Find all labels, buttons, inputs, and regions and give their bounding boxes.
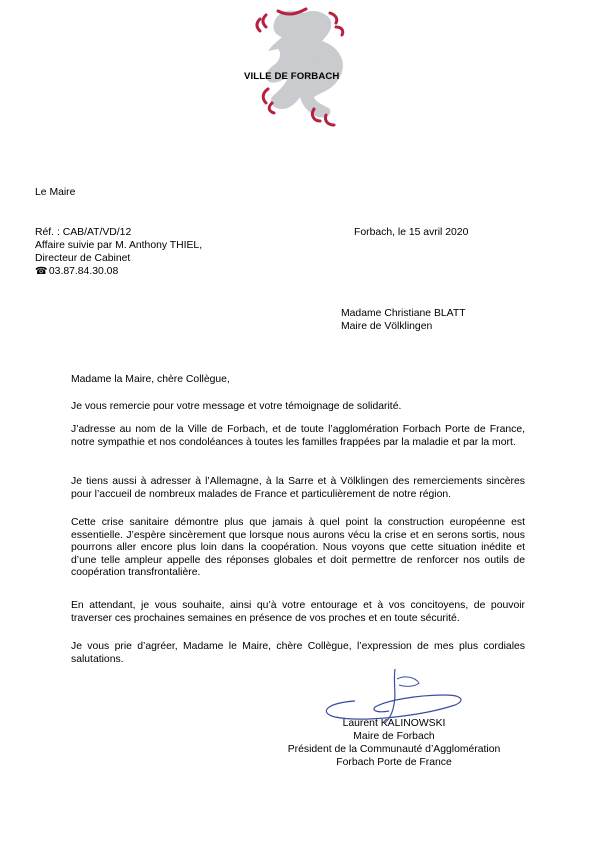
sender-role: Le Maire <box>35 187 76 198</box>
paragraph: Cette crise sanitaire démontre plus que jamais à quel point la construction européenne est essentielle. J’espère sincèrement que lorsque nous aurons vécu la crise et en serons sortis, nous pourrons aller encore plus loin dans la coopération. Nous voyons que cette situation inédite et d’une telle ampleur appelle des réponses globales et doit permettre de renforcer nos outils de coopération transfrontalière. <box>71 517 525 579</box>
city-logo <box>238 5 358 130</box>
logo-wordmark: VILLE DE FORBACH <box>244 71 340 82</box>
paragraph: Je vous remercie pour votre message et votre témoignage de solidarité. <box>71 401 402 412</box>
reference-code: Réf. : CAB/AT/VD/12 <box>35 227 132 238</box>
signer-title: Maire de Forbach <box>353 731 435 742</box>
recipient-title: Maire de Völklingen <box>341 321 433 332</box>
paragraph: Je tiens aussi à adresser à l’Allemagne, à la Sarre et à Völklingen des remerciements sincères pour l’accueil de nombreux malades de France et particulièrement de notre région. <box>71 476 525 500</box>
followed-by: Affaire suivie par M. Anthony THIEL, <box>35 240 203 251</box>
signer-title: Président de la Communauté d’Agglomération <box>287 744 501 755</box>
salutation: Madame la Maire, chère Collègue, <box>71 374 230 385</box>
signature-block <box>264 717 524 769</box>
lion-emblem-icon <box>238 5 358 130</box>
signer-name: Laurent KALINOWSKI <box>342 718 446 729</box>
place-date: Forbach, le 15 avril 2020 <box>354 227 469 238</box>
paragraph: J’adresse au nom de la Ville de Forbach, et de toute l’agglomération Forbach Porte de France, notre sympathie et nos condoléances à toutes les familles frappées par la maladie et par la mort. <box>71 424 525 448</box>
paragraph: En attendant, je vous souhaite, ainsi qu’à votre entourage et à vos concitoyens, de pouvoir traverser ces prochaines semaines en présence de vos proches et en toute sécurité. <box>71 600 525 624</box>
handwritten-signature <box>315 665 475 725</box>
director-title: Directeur de Cabinet <box>35 253 131 264</box>
phone-icon: ☎ <box>35 266 48 277</box>
phone-number: 03.87.84.30.08 <box>48 266 119 277</box>
recipient-name: Madame Christiane BLATT <box>341 308 466 319</box>
phone-line <box>35 266 118 278</box>
paragraph: Je vous prie d’agréer, Madame le Maire, chère Collègue, l’expression de mes plus cordiales salutations. <box>71 641 525 665</box>
signer-title: Forbach Porte de France <box>336 757 452 768</box>
